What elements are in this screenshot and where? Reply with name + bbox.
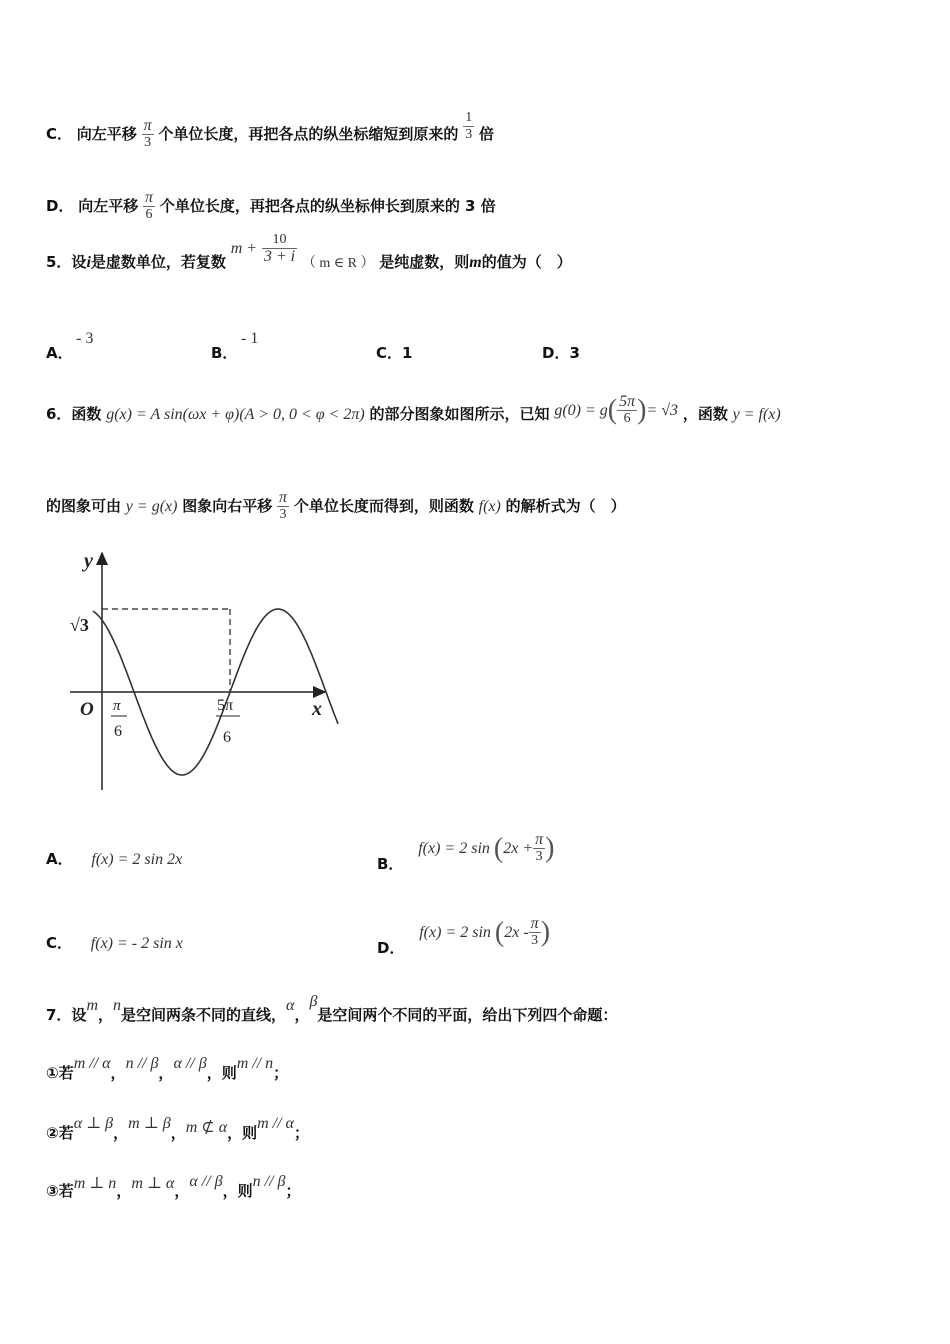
q6-option-a-expr: f(x) = 2 sin 2x [91, 851, 183, 868]
q6-option-a[interactable]: A． f(x) = 2 sin 2x [46, 850, 183, 868]
question-5 [46, 232, 572, 279]
q5-option-b[interactable]: B． [211, 344, 238, 362]
option-text: 向左平移 [76, 125, 137, 143]
option-label: C． [46, 125, 73, 143]
q6-option-c[interactable]: C． f(x) = - 2 sin x [46, 934, 183, 952]
q5-option-d[interactable]: D．3 [542, 344, 580, 362]
q6-option-b[interactable]: B． f(x) = 2 sin (2x + $\frac{\pi}{3}$ ) [377, 831, 555, 873]
option-c-prev [46, 110, 494, 151]
question-text: 的解析式为（ ） [505, 497, 626, 515]
option-label: D． [46, 197, 74, 215]
fraction: $\frac{\pi}{3}$ [279, 489, 288, 522]
fraction: $\frac{1}{3}$ [465, 110, 473, 142]
tick-5pi6-num: 5π [217, 697, 234, 714]
question-text: ，函数 [682, 405, 728, 423]
tick-pi6-num: π [113, 698, 121, 714]
option-text: 向左平移 [78, 197, 139, 215]
sqrt3-label: √3 [70, 615, 89, 635]
option-text: 倍 [478, 125, 494, 143]
q6-option-d-expr: f(x) = 2 sin [419, 924, 491, 941]
question-7: 7．设m，n是空间两条不同的直线，α，β是空间两个不同的平面，给出下列四个命题： [46, 993, 618, 1024]
fraction: $\frac{\pi}{6}$ [145, 189, 154, 222]
option-text: 个单位长度，再把各点的纵坐标缩短到原来的 [158, 125, 459, 143]
question-text: 图象向右平移 [182, 497, 273, 515]
q6-option-b-expr: f(x) = 2 sin [418, 840, 490, 857]
question-number: 7．设 [46, 1006, 87, 1024]
q5-option-c[interactable]: C．1 [376, 344, 413, 362]
x-label: x [312, 698, 322, 720]
q6-option-c-expr: f(x) = - 2 sin x [90, 935, 183, 952]
tick-5pi6-den: 6 [223, 729, 231, 746]
question-text: 是虚数单位，若复数 [90, 253, 226, 271]
proposition-3: ③若m ⊥ n，m ⊥ α，α // β，则n // β； [46, 1173, 301, 1200]
math-expression: y = g(x) [125, 498, 178, 515]
question-text: 的部分图象如图所示，已知 [369, 405, 550, 423]
condition: （ m ∈ R ） [301, 256, 375, 271]
q5-option-b-value: - 1 [241, 330, 259, 347]
option-text: 个单位长度，再把各点的纵坐标伸长到原来的 3 倍 [159, 197, 496, 215]
fraction: $\frac{\pi}{3}$ [143, 117, 152, 150]
q5-option-a-value: - 3 [76, 330, 94, 347]
math-var: β [309, 993, 318, 1010]
proposition-2: ②若α ⊥ β，m ⊥ β，m ⊄ α，则m // α； [46, 1115, 309, 1142]
question-text: 的值为（ ） [481, 253, 572, 271]
question-number: 6．函数 [46, 405, 102, 423]
question-text: 是纯虚数，则 [379, 253, 470, 271]
math-var: m [469, 254, 482, 271]
function-definition: g(x) = A sin(ωx + φ)(A > 0, 0 < φ < 2π) [106, 406, 365, 423]
y-label: y [84, 550, 93, 572]
math-var: i [86, 254, 91, 271]
math-expression: f(x) [478, 498, 501, 515]
question-text: 是空间两个不同的平面，给出下列四个命题： [317, 1006, 618, 1024]
q6-option-d[interactable]: D． f(x) = 2 sin (2x - $\frac{\pi}{3}$ ) [377, 915, 551, 957]
question-number: 5．设 [46, 253, 87, 271]
math-var: n [113, 997, 122, 1014]
condition-expression: g(0) = g( $\frac{5\pi}{6}$ )= √3 [554, 393, 679, 426]
sine-graph [60, 545, 340, 800]
question-6 [46, 393, 781, 431]
option-d-prev [46, 190, 496, 223]
math-expression: y = f(x) [732, 406, 781, 423]
question-text: 个单位长度而得到，则函数 [293, 497, 474, 515]
tick-pi6-den: 6 [114, 723, 122, 740]
question-6-cont [46, 490, 626, 523]
origin-label: O [80, 699, 94, 720]
q5-option-a[interactable]: A． [46, 344, 73, 362]
proposition-1: ①若m // α，n // β，α // β，则m // n； [46, 1055, 289, 1082]
math-var: α [286, 997, 295, 1014]
question-text: 是空间两条不同的直线， [121, 1006, 287, 1024]
math-var: m [86, 997, 98, 1014]
question-text: 的图象可由 [46, 497, 122, 515]
complex-expression: m + $\frac{10}{3 + i}$ [230, 232, 296, 265]
